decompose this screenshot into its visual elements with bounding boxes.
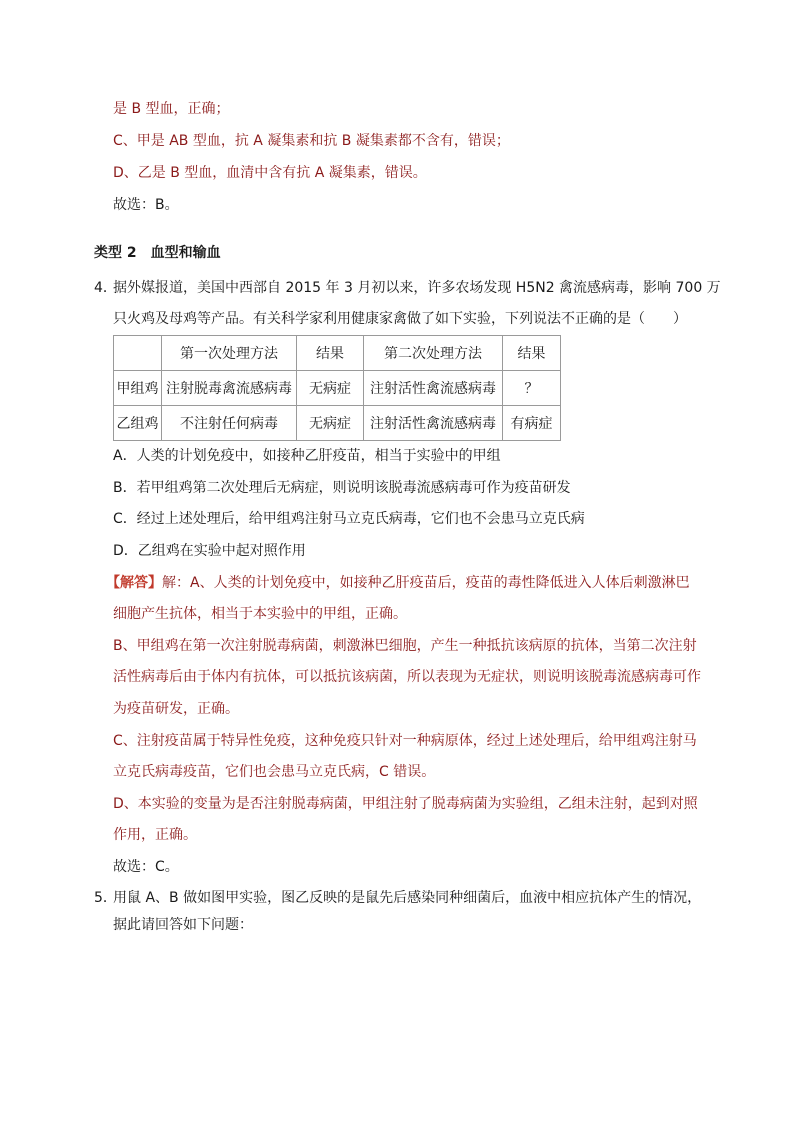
table-cell: 注射脱毒禽流感病毒 (162, 371, 297, 406)
table-row (114, 371, 561, 406)
q4-answer-line-1 (106, 573, 690, 593)
q4-answer-line-9: 作用，正确。 (113, 827, 197, 843)
table-cell: 注射活性禽流感病毒 (364, 406, 503, 441)
q4-stem-line-1: 据外媒报道，美国中西部自 2015 年 3 月初以来，许多农场发现 H5N2 禽流感病毒，影响 700 万 (113, 280, 721, 296)
table-cell: 甲组鸡 (114, 371, 162, 406)
q4-answer-line-7: 立克氏病毒疫苗，它们也会患马立克氏病，C 错误。 (113, 764, 436, 780)
q4-option-b: B．若甲组鸡第二次处理后无病症，则说明该脱毒流感病毒可作为疫苗研发 (113, 480, 571, 496)
q4-answer-line-4: 活性病毒后由于体内有抗体，可以抵抗该病菌，所以表现为无症状，则说明该脱毒流感病毒可作 (113, 669, 701, 685)
table-header-cell: 结果 (503, 336, 561, 371)
q4-answer-line-8: D、本实验的变量为是否注射脱毒病菌，甲组注射了脱毒病菌为实验组，乙组未注射，起到对照 (113, 796, 698, 812)
table-row (114, 406, 561, 441)
answer-text: 解：A、人类的计划免疫中，如接种乙肝疫苗后，疫苗的毒性降低进入人体后刺激淋巴 (162, 575, 690, 591)
q4-option-d: D．乙组鸡在实验中起对照作用 (113, 543, 306, 559)
table-header-cell: 第一次处理方法 (162, 336, 297, 371)
table-header-cell: 第二次处理方法 (364, 336, 503, 371)
q4-option-a: A．人类的计划免疫中，如接种乙肝疫苗，相当于实验中的甲组 (113, 448, 501, 464)
answer-tag: 【解答】 (106, 575, 162, 591)
q5-stem-line-1: 用鼠 A、B 做如图甲实验，图乙反映的是鼠先后感染同种细菌后，血液中相应抗体产生的情况， (113, 890, 702, 906)
table-cell: 不注射任何病毒 (162, 406, 297, 441)
table-cell: 乙组鸡 (114, 406, 162, 441)
q4-option-c: C．经过上述处理后，给甲组鸡注射马立克氏病毒，它们也不会患马立克氏病 (113, 511, 585, 527)
prev-answer-choice: 故选：B。 (113, 197, 179, 213)
q4-choice: 故选：C。 (113, 859, 179, 875)
q4-answer-line-3: B、甲组鸡在第一次注射脱毒病菌，刺激淋巴细胞，产生一种抵抗该病原的抗体，当第二次注射 (113, 638, 697, 654)
q4-answer-line-5: 为疫苗研发，正确。 (113, 701, 239, 717)
table-cell: ？ (503, 371, 561, 406)
q4-answer-line-6: C、注射疫苗属于特异性免疫，这种免疫只针对一种病原体，经过上述处理后，给甲组鸡注射马 (113, 733, 697, 749)
table-cell: 无病症 (297, 371, 364, 406)
table-cell: 有病症 (503, 406, 561, 441)
table-header-cell (114, 336, 162, 371)
table-header-cell: 结果 (297, 336, 364, 371)
table-cell: 注射活性禽流感病毒 (364, 371, 503, 406)
table-header-row (114, 336, 561, 371)
q4-stem-line-2: 只火鸡及母鸡等产品。有关科学家利用健康家禽做了如下实验，下列说法不正确的是（ ） (113, 311, 687, 327)
prev-answer-line-3: D、乙是 B 型血，血清中含有抗 A 凝集素，错误。 (113, 165, 427, 181)
q5-number: 5． (94, 890, 117, 906)
table-cell: 无病症 (297, 406, 364, 441)
experiment-table (113, 335, 561, 441)
prev-answer-line-1: 是 B 型血，正确； (113, 101, 230, 117)
q4-answer-line-2: 细胞产生抗体，相当于本实验中的甲组，正确。 (113, 606, 407, 622)
q5-stem-line-2: 据此请回答如下问题： (113, 917, 253, 933)
prev-answer-line-2: C、甲是 AB 型血，抗 A 凝集素和抗 B 凝集素都不含有，错误； (113, 133, 510, 149)
q4-number: 4． (94, 280, 117, 296)
section-heading: 类型 2 血型和输血 (94, 245, 221, 261)
